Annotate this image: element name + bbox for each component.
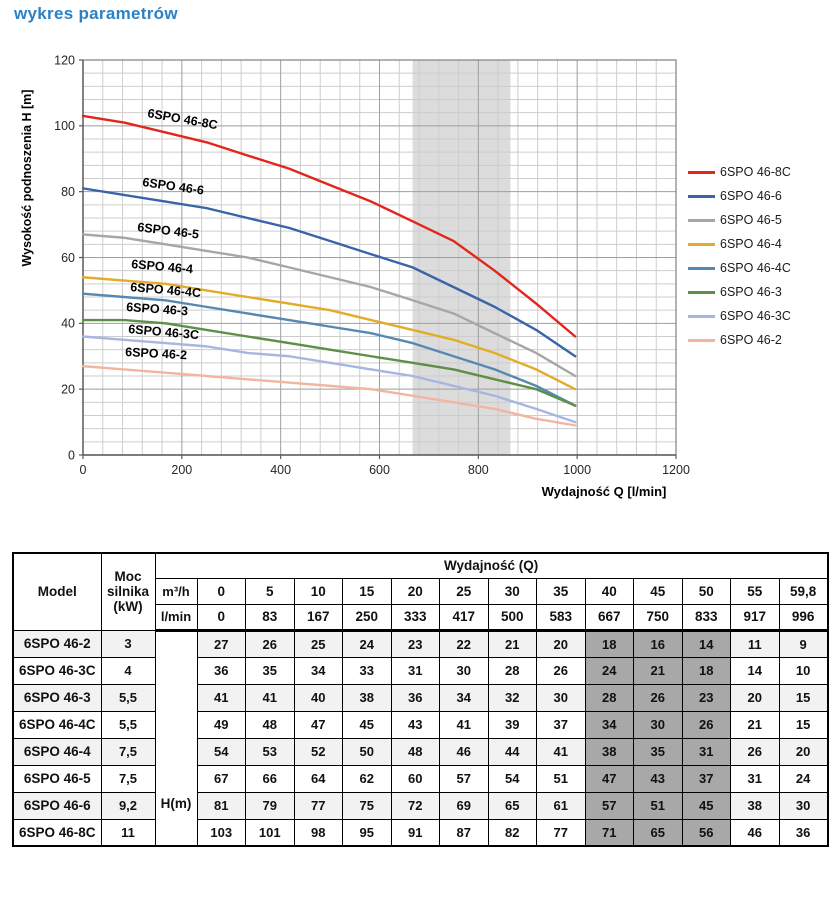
flow-header-cell: 417 bbox=[440, 604, 489, 630]
head-value-cell: 65 bbox=[634, 819, 683, 846]
head-value-cell: 48 bbox=[391, 738, 440, 765]
head-value-cell: 61 bbox=[537, 792, 586, 819]
legend-item bbox=[688, 256, 791, 280]
table-row bbox=[13, 630, 828, 657]
head-value-cell: 36 bbox=[391, 684, 440, 711]
table-header bbox=[13, 553, 828, 630]
table-row bbox=[13, 657, 828, 684]
y-axis-title: Wysokość podnoszenia H [m] bbox=[20, 89, 34, 267]
legend-label: 6SPO 46-3 bbox=[720, 285, 782, 299]
legend-item bbox=[688, 184, 791, 208]
flow-header-cell: 917 bbox=[731, 604, 780, 630]
head-value-cell: 28 bbox=[585, 684, 634, 711]
flow-header-cell: 750 bbox=[634, 604, 683, 630]
head-value-cell: 15 bbox=[779, 684, 828, 711]
col-header-power: Moc silnika (kW) bbox=[101, 553, 155, 630]
flow-header-cell: 996 bbox=[779, 604, 828, 630]
head-value-cell: 53 bbox=[246, 738, 295, 765]
head-value-cell: 18 bbox=[585, 630, 634, 657]
model-cell: 6SPO 46-3C bbox=[13, 657, 101, 684]
power-cell: 5,5 bbox=[101, 684, 155, 711]
curve-label: 6SPO 46-5 bbox=[136, 220, 200, 242]
flow-header-cell: 30 bbox=[488, 578, 537, 604]
head-value-cell: 45 bbox=[343, 711, 392, 738]
head-value-cell: 9 bbox=[779, 630, 828, 657]
curve-label: 6SPO 46-3C bbox=[127, 322, 200, 343]
head-value-cell: 43 bbox=[634, 765, 683, 792]
table-row bbox=[13, 765, 828, 792]
flow-header-cell: 45 bbox=[634, 578, 683, 604]
flow-header-cell: 500 bbox=[488, 604, 537, 630]
model-cell: 6SPO 46-4 bbox=[13, 738, 101, 765]
x-tick-label: 400 bbox=[270, 463, 292, 477]
table-row bbox=[13, 684, 828, 711]
power-cell: 3 bbox=[101, 630, 155, 657]
x-tick-label: 600 bbox=[369, 463, 390, 477]
head-value-cell: 46 bbox=[731, 819, 780, 846]
table-row bbox=[13, 738, 828, 765]
head-value-cell: 75 bbox=[343, 792, 392, 819]
table-header-row bbox=[13, 553, 828, 578]
head-value-cell: 47 bbox=[294, 711, 343, 738]
flow-header-cell: 250 bbox=[343, 604, 392, 630]
table-row bbox=[13, 792, 828, 819]
legend-item bbox=[688, 280, 791, 304]
head-value-cell: 37 bbox=[682, 765, 731, 792]
flow-header-cell: 40 bbox=[585, 578, 634, 604]
chart-legend bbox=[688, 160, 791, 352]
head-value-cell: 69 bbox=[440, 792, 489, 819]
x-tick-label: 200 bbox=[171, 463, 193, 477]
model-cell: 6SPO 46-5 bbox=[13, 765, 101, 792]
model-cell: 6SPO 46-8C bbox=[13, 819, 101, 846]
legend-item bbox=[688, 160, 791, 184]
head-value-cell: 40 bbox=[294, 684, 343, 711]
legend-swatch-icon bbox=[688, 219, 715, 222]
head-value-cell: 41 bbox=[537, 738, 586, 765]
head-value-cell: 24 bbox=[779, 765, 828, 792]
head-value-cell: 24 bbox=[343, 630, 392, 657]
head-value-cell: 41 bbox=[246, 684, 295, 711]
flow-header-cell: 667 bbox=[585, 604, 634, 630]
flow-header-cell: 5 bbox=[246, 578, 295, 604]
head-value-cell: 54 bbox=[197, 738, 246, 765]
head-value-cell: 50 bbox=[343, 738, 392, 765]
head-value-cell: 31 bbox=[731, 765, 780, 792]
head-value-cell: 49 bbox=[197, 711, 246, 738]
legend-label: 6SPO 46-2 bbox=[720, 333, 782, 347]
flow-header-cell: 583 bbox=[537, 604, 586, 630]
head-value-cell: 25 bbox=[294, 630, 343, 657]
model-cell: 6SPO 46-3 bbox=[13, 684, 101, 711]
x-tick-label: 1000 bbox=[563, 463, 592, 477]
x-tick-label: 800 bbox=[467, 463, 489, 477]
head-value-cell: 47 bbox=[585, 765, 634, 792]
head-value-cell: 11 bbox=[731, 630, 780, 657]
legend-label: 6SPO 46-8C bbox=[720, 165, 791, 179]
head-value-cell: 20 bbox=[779, 738, 828, 765]
y-tick-label: 100 bbox=[54, 119, 75, 134]
head-value-cell: 41 bbox=[197, 684, 246, 711]
curve-label: 6SPO 46-4 bbox=[130, 257, 194, 277]
flow-header-cell: 25 bbox=[440, 578, 489, 604]
model-cell: 6SPO 46-2 bbox=[13, 630, 101, 657]
table-row bbox=[13, 711, 828, 738]
head-value-cell: 26 bbox=[246, 630, 295, 657]
head-value-cell: 30 bbox=[537, 684, 586, 711]
legend-item bbox=[688, 304, 791, 328]
head-value-cell: 21 bbox=[731, 711, 780, 738]
head-value-cell: 48 bbox=[246, 711, 295, 738]
legend-swatch-icon bbox=[688, 315, 715, 318]
head-value-cell: 32 bbox=[488, 684, 537, 711]
unit-lmin: l/min bbox=[155, 604, 197, 630]
head-value-cell: 51 bbox=[634, 792, 683, 819]
flow-header-cell: 833 bbox=[682, 604, 731, 630]
unit-m3h: m³/h bbox=[155, 578, 197, 604]
flow-header-cell: 83 bbox=[246, 604, 295, 630]
head-value-cell: 30 bbox=[634, 711, 683, 738]
power-cell: 4 bbox=[101, 657, 155, 684]
legend-label: 6SPO 46-4C bbox=[720, 261, 791, 275]
head-value-cell: 77 bbox=[294, 792, 343, 819]
head-value-cell: 39 bbox=[488, 711, 537, 738]
head-value-cell: 22 bbox=[440, 630, 489, 657]
head-value-cell: 91 bbox=[391, 819, 440, 846]
head-value-cell: 82 bbox=[488, 819, 537, 846]
y-tick-label: 0 bbox=[68, 448, 75, 463]
flow-header-cell: 20 bbox=[391, 578, 440, 604]
table-body bbox=[13, 630, 828, 846]
x-axis-title: Wydajność Q [l/min] bbox=[541, 484, 667, 499]
flow-header-cell: 55 bbox=[731, 578, 780, 604]
head-value-cell: 38 bbox=[585, 738, 634, 765]
head-value-cell: 26 bbox=[634, 684, 683, 711]
head-value-cell: 36 bbox=[779, 819, 828, 846]
legend-label: 6SPO 46-5 bbox=[720, 213, 782, 227]
head-value-cell: 16 bbox=[634, 630, 683, 657]
legend-label: 6SPO 46-6 bbox=[720, 189, 782, 203]
power-cell: 7,5 bbox=[101, 765, 155, 792]
power-cell: 9,2 bbox=[101, 792, 155, 819]
head-value-cell: 65 bbox=[488, 792, 537, 819]
curve-label: 6SPO 46-4C bbox=[129, 280, 202, 301]
head-value-cell: 31 bbox=[682, 738, 731, 765]
head-value-cell: 62 bbox=[343, 765, 392, 792]
curve-label: 6SPO 46-2 bbox=[124, 345, 188, 363]
y-tick-label: 20 bbox=[61, 382, 75, 397]
head-value-cell: 34 bbox=[440, 684, 489, 711]
head-value-cell: 77 bbox=[537, 819, 586, 846]
y-tick-label: 120 bbox=[54, 53, 75, 68]
head-value-cell: 38 bbox=[731, 792, 780, 819]
head-value-cell: 21 bbox=[488, 630, 537, 657]
head-value-cell: 52 bbox=[294, 738, 343, 765]
head-value-cell: 44 bbox=[488, 738, 537, 765]
head-value-cell: 26 bbox=[731, 738, 780, 765]
head-value-cell: 67 bbox=[197, 765, 246, 792]
flow-header-cell: 167 bbox=[294, 604, 343, 630]
curve-label: 6SPO 46-6 bbox=[141, 175, 205, 198]
head-value-cell: 43 bbox=[391, 711, 440, 738]
head-value-cell: 33 bbox=[343, 657, 392, 684]
legend-swatch-icon bbox=[688, 243, 715, 246]
head-value-cell: 45 bbox=[682, 792, 731, 819]
head-value-cell: 103 bbox=[197, 819, 246, 846]
x-tick-label: 1200 bbox=[662, 463, 690, 477]
head-value-cell: 21 bbox=[634, 657, 683, 684]
head-value-cell: 95 bbox=[343, 819, 392, 846]
legend-swatch-icon bbox=[688, 291, 715, 294]
head-value-cell: 38 bbox=[343, 684, 392, 711]
legend-label: 6SPO 46-4 bbox=[720, 237, 782, 251]
curve-label: 6SPO 46-8C bbox=[146, 106, 219, 133]
parameters-table bbox=[12, 552, 829, 847]
x-tick-label: 0 bbox=[79, 463, 87, 477]
head-value-cell: 34 bbox=[294, 657, 343, 684]
head-value-cell: 26 bbox=[682, 711, 731, 738]
curve-label: 6SPO 46-3 bbox=[125, 300, 189, 319]
legend-swatch-icon bbox=[688, 267, 715, 270]
page-title: wykres parametrów bbox=[14, 4, 178, 23]
table-row bbox=[13, 819, 828, 846]
head-value-cell: 20 bbox=[731, 684, 780, 711]
legend-swatch-icon bbox=[688, 339, 715, 342]
head-value-cell: 46 bbox=[440, 738, 489, 765]
flow-header-cell: 10 bbox=[294, 578, 343, 604]
head-value-cell: 10 bbox=[779, 657, 828, 684]
legend-item bbox=[688, 208, 791, 232]
head-value-cell: 81 bbox=[197, 792, 246, 819]
head-value-cell: 24 bbox=[585, 657, 634, 684]
y-tick-label: 60 bbox=[61, 250, 75, 265]
legend-swatch-icon bbox=[688, 195, 715, 198]
flow-header-cell: 333 bbox=[391, 604, 440, 630]
legend-swatch-icon bbox=[688, 171, 715, 174]
head-value-cell: 60 bbox=[391, 765, 440, 792]
head-value-cell: 37 bbox=[537, 711, 586, 738]
head-value-cell: 54 bbox=[488, 765, 537, 792]
legend-label: 6SPO 46-3C bbox=[720, 309, 791, 323]
model-cell: 6SPO 46-4C bbox=[13, 711, 101, 738]
head-value-cell: 15 bbox=[779, 711, 828, 738]
y-tick-label: 40 bbox=[61, 316, 75, 331]
head-value-cell: 101 bbox=[246, 819, 295, 846]
col-header-flow: Wydajność (Q) bbox=[155, 553, 828, 578]
head-value-cell: 64 bbox=[294, 765, 343, 792]
head-value-cell: 31 bbox=[391, 657, 440, 684]
head-value-cell: 79 bbox=[246, 792, 295, 819]
head-value-cell: 18 bbox=[682, 657, 731, 684]
head-value-cell: 23 bbox=[391, 630, 440, 657]
head-value-cell: 98 bbox=[294, 819, 343, 846]
head-value-cell: 51 bbox=[537, 765, 586, 792]
head-value-cell: 35 bbox=[246, 657, 295, 684]
head-value-cell: 57 bbox=[440, 765, 489, 792]
head-value-cell: 28 bbox=[488, 657, 537, 684]
head-value-cell: 14 bbox=[682, 630, 731, 657]
model-cell: 6SPO 46-6 bbox=[13, 792, 101, 819]
power-cell: 11 bbox=[101, 819, 155, 846]
head-value-cell: 20 bbox=[537, 630, 586, 657]
head-value-cell: 30 bbox=[440, 657, 489, 684]
head-value-cell: 57 bbox=[585, 792, 634, 819]
head-value-cell: 34 bbox=[585, 711, 634, 738]
flow-header-cell: 0 bbox=[197, 578, 246, 604]
head-value-cell: 72 bbox=[391, 792, 440, 819]
head-value-cell: 23 bbox=[682, 684, 731, 711]
legend-item bbox=[688, 328, 791, 352]
head-value-cell: 30 bbox=[779, 792, 828, 819]
head-value-cell: 71 bbox=[585, 819, 634, 846]
head-unit-cell: H(m) bbox=[155, 630, 197, 846]
head-value-cell: 66 bbox=[246, 765, 295, 792]
flow-header-cell: 15 bbox=[343, 578, 392, 604]
power-cell: 7,5 bbox=[101, 738, 155, 765]
power-cell: 5,5 bbox=[101, 711, 155, 738]
head-value-cell: 41 bbox=[440, 711, 489, 738]
flow-header-cell: 50 bbox=[682, 578, 731, 604]
head-value-cell: 26 bbox=[537, 657, 586, 684]
flow-header-cell: 59,8 bbox=[779, 578, 828, 604]
head-value-cell: 27 bbox=[197, 630, 246, 657]
flow-header-cell: 0 bbox=[197, 604, 246, 630]
head-value-cell: 35 bbox=[634, 738, 683, 765]
y-tick-label: 80 bbox=[61, 184, 75, 199]
head-value-cell: 56 bbox=[682, 819, 731, 846]
head-value-cell: 36 bbox=[197, 657, 246, 684]
head-value-cell: 14 bbox=[731, 657, 780, 684]
col-header-model: Model bbox=[13, 553, 101, 630]
head-value-cell: 87 bbox=[440, 819, 489, 846]
legend-item bbox=[688, 232, 791, 256]
flow-header-cell: 35 bbox=[537, 578, 586, 604]
